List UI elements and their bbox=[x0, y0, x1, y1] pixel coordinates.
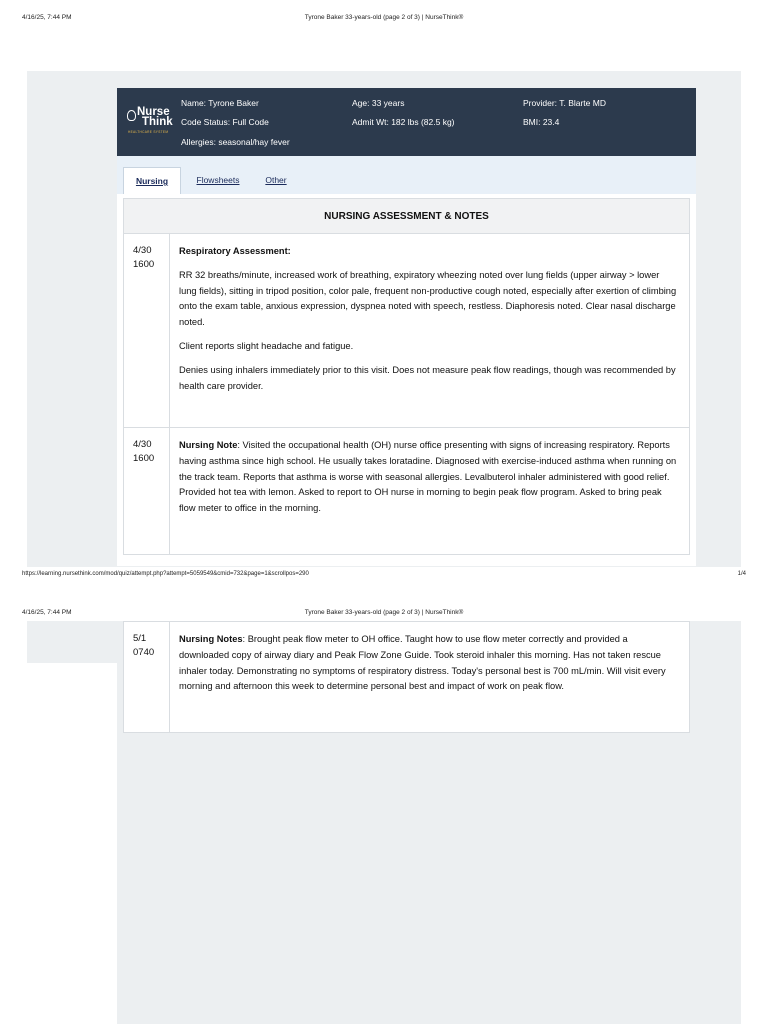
print-title: Tyrone Baker 33-years-old (page 2 of 3) | NurseThink® bbox=[304, 14, 464, 21]
note-text: : Visited the occupational health (OH) nurse office presenting with signs of increasing respiratory. Reports having asthma since high school. He usually takes loratadine. Diagnosed with exercise-induced asthma when running on the track team. Reports that asthma is worse with seasonal allergies. Levalbuterol inhaler administered with good relief. Provided hot tea with lemon. Asked to report to OH nurse in morning to begin peak flow program. Asked to bring peak flow meter to office in the morning. bbox=[179, 440, 677, 514]
note-body bbox=[170, 428, 689, 527]
patient-banner bbox=[117, 88, 696, 156]
print-date: 4/16/25, 7:44 PM bbox=[22, 609, 72, 616]
patient-name: Name: Tyrone Baker bbox=[181, 98, 259, 108]
note-time: 0740 bbox=[133, 647, 155, 658]
nursethink-logo bbox=[125, 107, 175, 139]
chart-page bbox=[117, 88, 696, 566]
note-text: : Brought peak flow meter to OH office. Taught how to use flow meter correctly and provided a downloaded copy of airway diary and Peak Flow Zone Guide. Took steroid inhaler this morning. Has not taken rescue inhaler today. Demonstrating no symptoms of respiratory distress. Today's personal best is 700 mL/min. Will visit every morning and afternoon this week to determine personal best and impact of work on peak flow. bbox=[179, 634, 666, 692]
note-title: Nursing Notes bbox=[179, 634, 243, 644]
page-background bbox=[696, 621, 741, 1024]
print-url: https://learning.nursethink.com/mod/quiz/attempt.php?attempt=5059549&cmid=732&page=1&scrollpos=290 bbox=[22, 571, 309, 577]
provider: Provider: T. Blarte MD bbox=[523, 98, 606, 108]
patient-age: Age: 33 years bbox=[352, 98, 405, 108]
note-paragraph: Denies using inhalers immediately prior to this visit. Does not measure peak flow readings, though was recommended by health care provider. bbox=[179, 364, 676, 391]
note-row bbox=[124, 428, 689, 554]
note-date: 4/30 bbox=[133, 439, 152, 450]
code-status: Code Status: Full Code bbox=[181, 117, 269, 127]
note-time: 1600 bbox=[133, 453, 155, 464]
print-page-number: 1/4 bbox=[737, 571, 746, 577]
note-datetime bbox=[124, 234, 170, 427]
nursing-notes-table-continued bbox=[123, 621, 690, 733]
note-datetime bbox=[124, 622, 170, 732]
note-datetime bbox=[124, 428, 170, 554]
note-date: 4/30 bbox=[133, 245, 152, 256]
note-paragraph: Client reports slight headache and fatigue. bbox=[179, 340, 354, 351]
chart-tabs bbox=[117, 156, 696, 194]
note-body bbox=[170, 622, 689, 705]
note-time: 1600 bbox=[133, 259, 155, 270]
note-paragraph: RR 32 breaths/minute, increased work of breathing, expiratory wheezing noted over lung fields (upper airway > lower lung fields), sitting in tripod position, color pale, frequent non-productive cough noted, especially after exertion of climbing onto the exam table, anxious expression, dyspnea noted with speech, restless. Diaphoresis noted. Clear nasal discharge noted. bbox=[179, 269, 677, 328]
logo-text-think: Think bbox=[142, 116, 173, 128]
note-title: Nursing Note bbox=[179, 440, 238, 450]
print-date: 4/16/25, 7:44 PM bbox=[22, 14, 72, 21]
note-row bbox=[124, 234, 689, 428]
tab-flowsheets[interactable]: Flowsheets bbox=[196, 175, 240, 185]
nursing-notes-table bbox=[123, 198, 690, 555]
tab-other[interactable]: Other bbox=[265, 175, 287, 185]
lightbulb-icon bbox=[127, 110, 136, 121]
note-body bbox=[170, 234, 689, 404]
logo-tagline: HEALTHCARE SYSTEM bbox=[128, 130, 169, 134]
page-background bbox=[27, 621, 117, 663]
admit-weight: Admit Wt: 182 lbs (82.5 kg) bbox=[352, 117, 455, 127]
note-title: Respiratory Assessment: bbox=[179, 246, 291, 256]
print-footer bbox=[0, 571, 768, 583]
notes-heading: NURSING ASSESSMENT & NOTES bbox=[124, 199, 689, 234]
print-title: Tyrone Baker 33-years-old (page 2 of 3) | NurseThink® bbox=[304, 609, 464, 616]
note-row bbox=[124, 622, 689, 732]
logo-text-nurse: Nurse bbox=[137, 106, 170, 118]
tab-nursing[interactable]: Nursing bbox=[123, 167, 181, 194]
print-header bbox=[0, 14, 768, 28]
note-date: 5/1 bbox=[133, 633, 147, 644]
allergies: Allergies: seasonal/hay fever bbox=[181, 137, 290, 147]
bmi: BMI: 23.4 bbox=[523, 117, 560, 127]
